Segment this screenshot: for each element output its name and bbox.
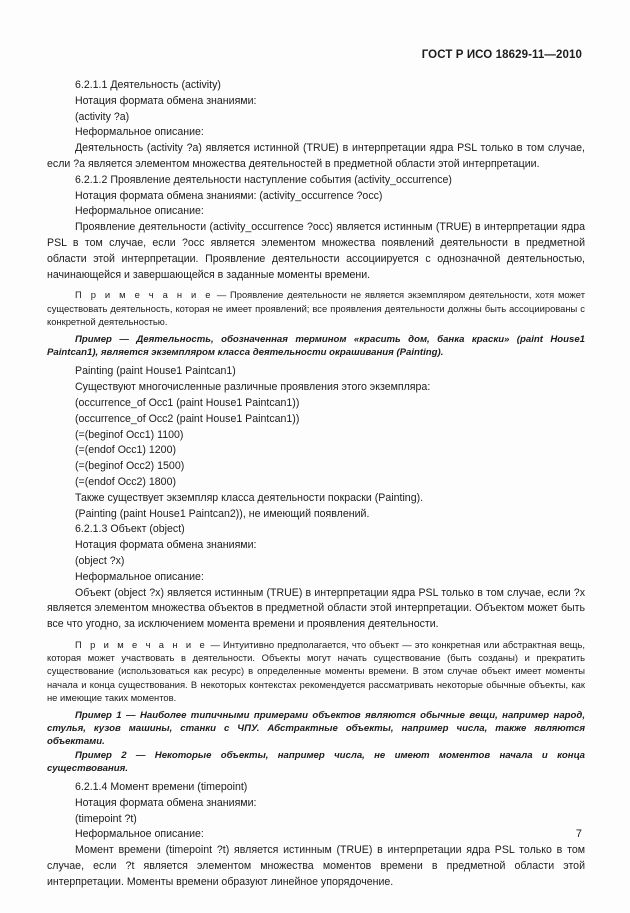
code-line: (=(beginof Occ2) 1500) xyxy=(75,460,185,473)
code-line: (=(endof Occ1) 1200) xyxy=(75,444,176,457)
informal-label: Неформальное описание: xyxy=(75,126,204,139)
note-text: — Интуитивно предполагается, что объект — это конкретная или абстрактная вещь, которая может участвовать в деятельности. Объекты могут начать существование (быть созданы) и прекратить существование (использоваться как ресурс) в определенные моменты времени. В этом случае объект имеет моменты начала и конца существования. В некоторых контекстах рекомендуется рассматривать некоторые обычные объекты, как не имеющие таких моментов. xyxy=(47,638,585,703)
example-code-block xyxy=(47,364,585,522)
note-label: П р и м е ч а н и е xyxy=(75,638,208,650)
code-line: Также существует экземпляр класса деятельности покраски (Painting). xyxy=(75,491,424,504)
informal-label: Неформальное описание: xyxy=(75,570,204,583)
notation-label: Нотация формата обмена знаниями: xyxy=(75,796,257,809)
description-paragraph: Момент времени (timepoint ?t) является истинным (TRUE) в интерпретации ядра PSL только в том случае, если ?t является элементом множества моментов времени в предметной области этой интерпретации. Моменты времени образуют линейное упорядочение. xyxy=(47,844,585,888)
code-line: (=(endof Occ2) 1800) xyxy=(75,475,176,488)
code-line: (object ?x) xyxy=(75,554,125,567)
code-line: (Painting (paint House1 Paintcan2)), не имеющий появлений. xyxy=(75,507,370,520)
section-title-object: 6.2.1.3 Объект (object) xyxy=(75,523,185,536)
informal-label: Неформальное описание: xyxy=(75,205,204,218)
notation-label: Нотация формата обмена знаниями: xyxy=(75,94,257,107)
code-line: (activity ?a) xyxy=(75,110,130,123)
standard-header: ГОСТ Р ИСО 18629-11—2010 xyxy=(421,49,582,61)
page-number: 7 xyxy=(575,828,582,840)
example-paragraph: Пример — Деятельность, обозначенная термином «красить дом, банка краски» (paint House1 Paintcan1), является экземпляром класса деятельности окрашивания (Painting). xyxy=(47,333,585,359)
code-line: (timepoint ?t) xyxy=(75,812,137,825)
section-title-activity-occurrence: 6.2.1.2 Проявление деятельности наступление события (activity_occurrence) xyxy=(75,173,452,186)
notation-label: Нотация формата обмена знаниями: xyxy=(75,539,257,552)
example-paragraph: Пример 2 — Некоторые объекты, например числа, не имеют моментов начала и конца существования. xyxy=(47,749,585,774)
note-label: П р и м е ч а н и е xyxy=(75,289,214,301)
code-line: Painting (paint House1 Paintcan1) xyxy=(75,365,236,378)
page-content xyxy=(47,78,585,891)
section-title-timepoint: 6.2.1.4 Момент времени (timepoint) xyxy=(75,780,248,793)
code-line: (=(beginof Occ1) 1100) xyxy=(75,428,184,441)
description-paragraph: Объект (object ?x) является истинным (TRUE) в интерпретации ядра PSL только в том случае, если ?x является элементом множества объектов в предметной области этой интерпретации. Объектом может быть все что угодно, за исключением момента времени и проявления деятельности. xyxy=(47,586,585,631)
note-text: — Проявление деятельности не является экземпляром деятельности, хотя может существовать деятельность, которая не имеет проявлений; все проявления деятельности должны быть ассоциированы с конкретной деятельностью. xyxy=(47,289,585,327)
code-line: (occurrence_of Occ1 (paint House1 Paintcan1)) xyxy=(75,396,300,409)
description-paragraph: Проявление деятельности (activity_occurrence ?occ) является истинным (TRUE) в интерпретации ядра PSL в том случае, если ?occ является элементом множества появлений деятельности в предметной области этой интерпретации. Проявление деятельности ассоциируется с однозначной деятельностью, начинающейся и завершающейся в заданные моменты времени. xyxy=(47,221,585,281)
section-title-activity: 6.2.1.1 Деятельность (activity) xyxy=(75,79,221,91)
code-line: Существуют многочисленные различные проявления этого экземпляра: xyxy=(75,381,431,394)
example-paragraph: Пример 1 — Наиболее типичными примерами объектов являются обычные вещи, например народ, стулья, кузов машины, станки с ЧПУ. Абстрактные объекты, например числа, также являются объектами. xyxy=(47,709,585,748)
informal-label: Неформальное описание: xyxy=(75,828,204,841)
note-paragraph xyxy=(47,288,585,328)
notation-label: Нотация формата обмена знаниями: (activity_occurrence ?occ) xyxy=(75,189,383,202)
code-line: (occurrence_of Occ2 (paint House1 Paintcan1)) xyxy=(75,412,300,425)
description-paragraph: Деятельность (activity ?a) является истинной (TRUE) в интерпретации ядра PSL только в том случае, если ?a является элементом множества деятельностей в предметной области этой интерпретации. xyxy=(47,142,585,170)
note-paragraph xyxy=(47,638,585,704)
